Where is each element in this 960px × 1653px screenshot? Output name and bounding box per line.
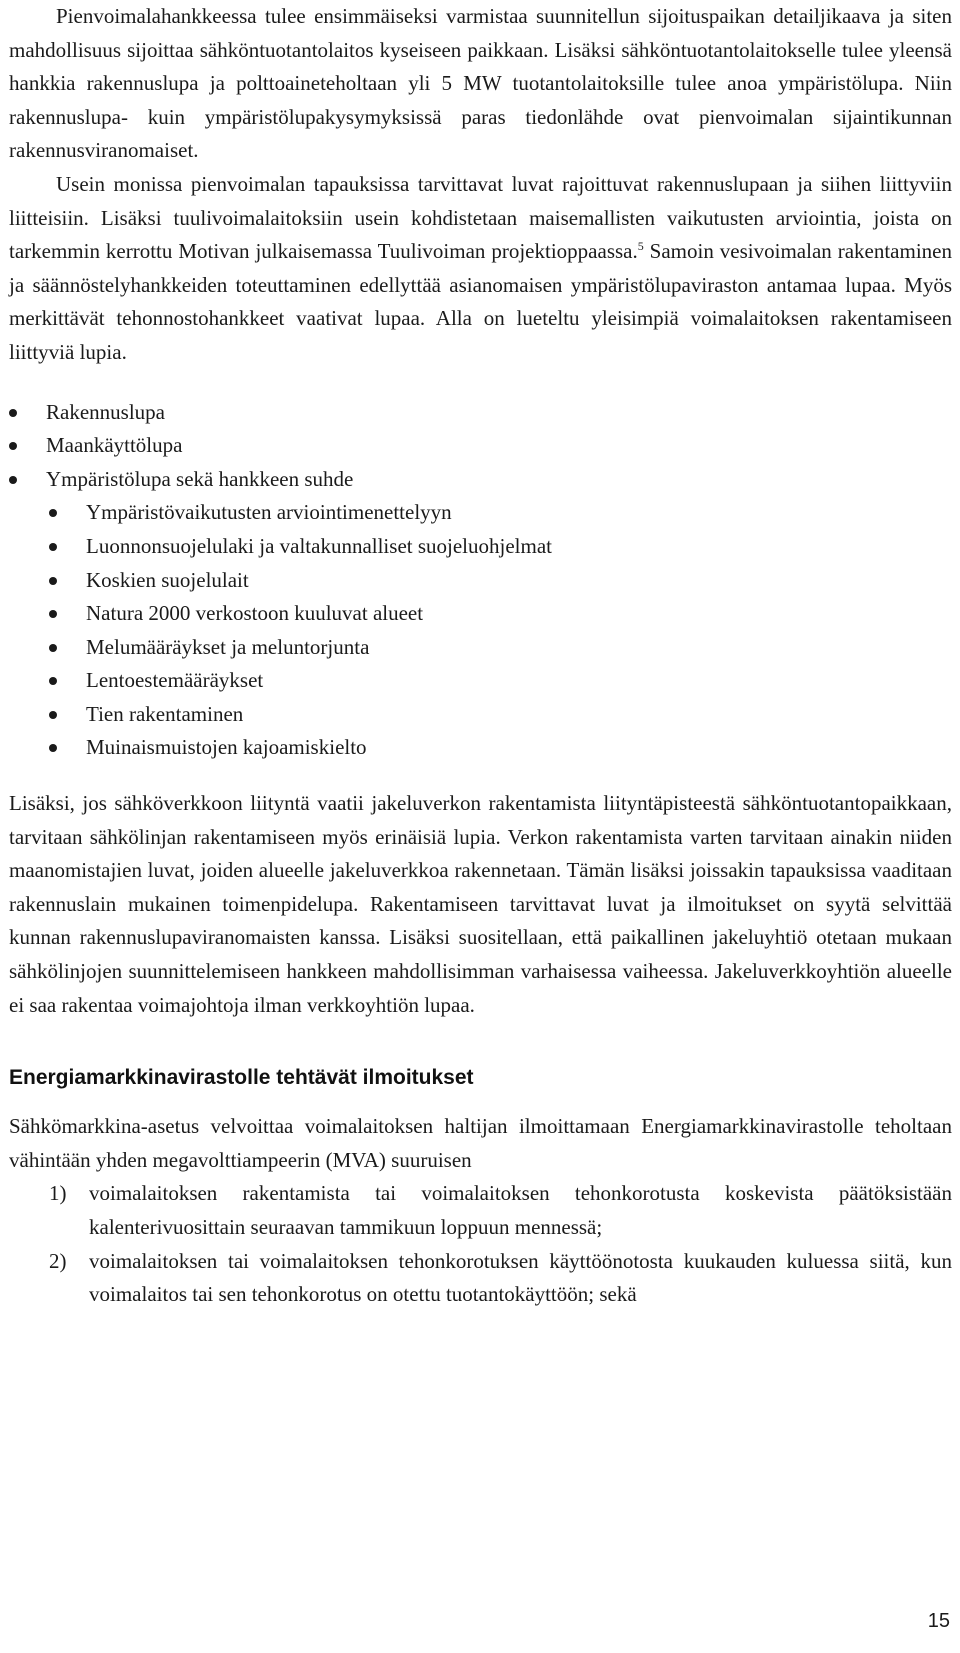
paragraph-permits-text-a: Usein monissa pienvoimalan tapauksissa tarvittavat luvat rajoittuvat rakennuslupaan ja siihen liittyviin liitteisiin. Lisäksi tuulivoimalaitoksiin usein kohdistetaan maisemallisten vaikutusten arviointia, joista on tarkemmin kerrottu Motivan julkaisemassa Tuulivoiman projektioppaassa.	[9, 171, 952, 264]
spacer	[9, 765, 952, 787]
sub-list-item: Ympäristövaikutusten arviointimenettelyyn	[9, 496, 952, 530]
list-item: Maankäyttölupa	[9, 429, 952, 463]
item-number: 1)	[49, 1181, 67, 1206]
sub-list-item: Koskien suojelulait	[9, 564, 952, 598]
item-number: 2)	[49, 1248, 67, 1273]
sub-list-item: Lentoestemääräykset	[9, 664, 952, 698]
paragraph-intro: Pienvoimalahankkeessa tulee ensimmäiseksi varmistaa suunnitellun sijoituspaikan detailjikaava ja siten mahdollisuus sijoittaa sähköntuotantolaitos kyseiseen paikkaan. Lisäksi sähköntuotantolaitokselle tulee yleensä hankkia rakennuslupa ja polttoaineteholtaan yli 5 MW tuotantolaitoksille tulee anoa ympäristölupa. Niin rakennuslupa- kuin ympäristölupakysymyksissä paras tiedonlähde ovat pienvoimalan sijaintikunnan rakennusviranomaiset.	[9, 4, 952, 163]
sub-list-item: Muinaismuistojen kajoamiskielto	[9, 731, 952, 765]
spacer	[9, 370, 952, 396]
permit-sublist	[9, 496, 952, 765]
spacer	[9, 1092, 952, 1110]
sub-list-item: Tien rakentaminen	[9, 698, 952, 732]
sub-list-item: Melumääräykset ja meluntorjunta	[9, 631, 952, 665]
numbered-item	[9, 1245, 952, 1312]
sub-list-item: Natura 2000 verkostoon kuuluvat alueet	[9, 597, 952, 631]
footnote-ref: 5	[637, 239, 644, 254]
permit-list	[9, 396, 952, 497]
list-item: Rakennuslupa	[9, 396, 952, 430]
list-item: Ympäristölupa sekä hankkeen suhde	[9, 463, 952, 497]
paragraph-market-decree: Sähkömarkkina-asetus velvoittaa voimalaitoksen haltijan ilmoittamaan Energiamarkkinavirastolle teholtaan vähintään yhden megavolttiampeerin (MVA) suuruisen	[9, 1114, 952, 1172]
paragraph-grid-connection: Lisäksi, jos sähköverkkoon liityntä vaatii jakeluverkon rakentamista liityntäpisteestä sähköntuotantopaikkaan, tarvitaan sähkölinjan rakentamiseen myös erinäisiä lupia. Verkon rakentamista varten tarvitaan ainakin niiden maanomistajien luvat, joiden alueelle jakeluverkkoa rakennetaan. Tämän lisäksi joissakin tapauksissa vaaditaan rakennuslain mukainen toimenpidelupa. Rakentamiseen tarvittavat luvat ja ilmoitukset on syytä selvittää kunnan rakennuslupaviranomaisten kanssa. Lisäksi suositellaan, että paikallinen jakeluyhtiö otetaan mukaan sähkölinjojen suunnittelemiseen hankkeen mahdollisimman varhaisessa vaiheessa. Jakeluverkkoyhtiön alueelle ei saa rakentaa voimajohtoja ilman verkkoyhtiön lupaa.	[9, 791, 952, 1017]
item-text: voimalaitoksen tai voimalaitoksen tehonkorotuksen käyttöönotosta kuukauden kuluessa siitä, kun voimalaitos tai sen tehonkorotus on otettu tuotantokäyttöön; sekä	[89, 1248, 952, 1307]
sub-list-item: Luonnonsuojelulaki ja valtakunnalliset suojeluohjelmat	[9, 530, 952, 564]
item-text: voimalaitoksen rakentamista tai voimalaitoksen tehonkorotusta koskevista päätöksistään kalenterivuosittain seuraavan tammikuun loppuun mennessä;	[89, 1181, 952, 1239]
numbered-item	[9, 1177, 952, 1244]
notification-list	[9, 1177, 952, 1311]
paragraph-permits-text-b: Samoin vesivoimalan rakentaminen ja säännöstelyhankkeiden toteuttaminen edellyttää asianomaisen ympäristölupaviraston antamaa lupaa. Myös merkittävät tehonnostohankkeet vaativat lupaa. Alla on lueteltu yleisimpiä voimalaitoksen rakentamiseen liittyviä lupia.	[9, 239, 952, 364]
document-page	[9, 0, 952, 1312]
spacer	[9, 1022, 952, 1064]
page-number: 15	[927, 1610, 950, 1632]
section-heading: Energiamarkkinavirastolle tehtävät ilmoitukset	[9, 1066, 474, 1090]
paragraph-permits	[9, 168, 952, 370]
